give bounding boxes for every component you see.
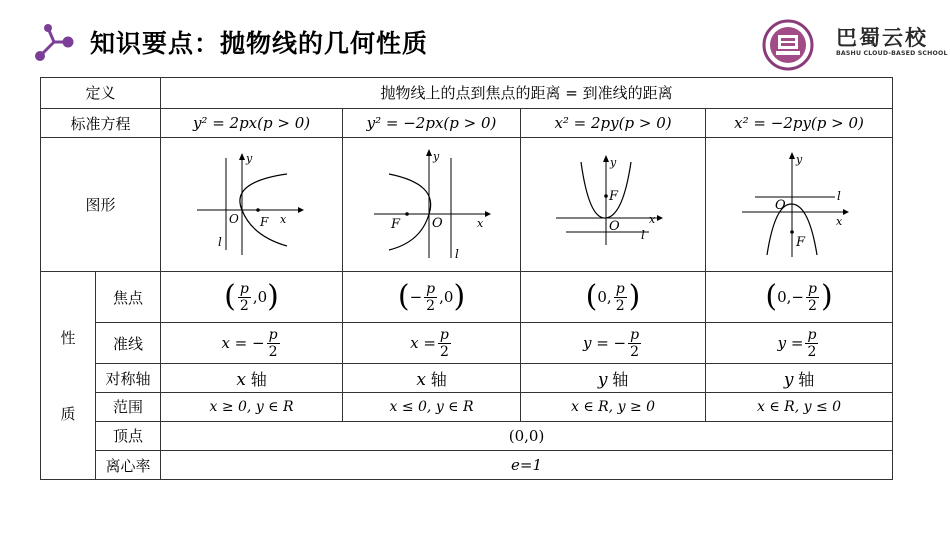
x-axis-label-2: x [477, 216, 484, 230]
parabola-down-graph [737, 147, 862, 262]
focus-value-1: ( $\frac{p}{2}$ , 0 ) [161, 272, 343, 323]
axis-row [41, 364, 893, 393]
x-axis-label: x [279, 212, 286, 226]
directrix-label: l [217, 234, 222, 249]
graph-2 [343, 138, 521, 272]
focus-label-2: F [391, 216, 401, 232]
origin-label: O [228, 211, 239, 226]
vertex-label: 顶点 [96, 421, 161, 451]
parabola-left-graph [369, 146, 494, 264]
focus-label-3: F [608, 188, 618, 204]
definition-row [41, 78, 893, 109]
property-label [41, 272, 96, 480]
graph-row [41, 138, 893, 272]
focus-label: 焦点 [96, 272, 161, 323]
axis-value-3: y 轴 [521, 364, 706, 393]
focus-row [41, 272, 893, 323]
directrix-row [41, 323, 893, 364]
definition-text: 抛物线上的点到焦点的距离 = 到准线的距离 [161, 78, 893, 109]
eccentricity-value: e=1 [161, 451, 893, 480]
focus-label: F [259, 214, 268, 229]
range-value-2: x ≤ 0, y ∈ R [343, 393, 521, 422]
parabola-up-graph [551, 150, 676, 260]
equation-2: y² = −2px(p > 0) [343, 108, 521, 138]
directrix-label-3: l [640, 227, 645, 242]
vertex-value: (0,0) [161, 421, 893, 451]
axis-value-4: y 轴 [706, 364, 893, 393]
y-axis-label: y [245, 151, 252, 165]
focus-label-4: F [795, 235, 805, 251]
axis-value-1: x 轴 [161, 364, 343, 393]
range-label: 范围 [96, 393, 161, 422]
graph-1 [161, 138, 343, 272]
range-row [41, 393, 893, 422]
focus-value-3: ( 0 , $\frac{p}{2}$ ) [521, 272, 706, 323]
equation-label: 标准方程 [41, 108, 161, 138]
equation-1: y² = 2px(p > 0) [161, 108, 343, 138]
graph-label: 图形 [41, 138, 161, 272]
axis-label: 对称轴 [96, 364, 161, 393]
property-label-char-1: 性 [60, 328, 76, 347]
y-axis-label-4: y [795, 153, 802, 167]
property-label-char-2: 质 [60, 404, 76, 423]
range-value-1: x ≥ 0, y ∈ R [161, 393, 343, 422]
vertex-row [41, 421, 893, 451]
range-value-4: x ∈ R, y ≤ 0 [706, 393, 893, 422]
focus-value-4: ( 0 , − $\frac{p}{2}$ ) [706, 272, 893, 323]
origin-label-3: O [608, 218, 620, 234]
focus-value-2: ( − $\frac{p}{2}$ , 0 ) [343, 272, 521, 323]
range-value-3: x ∈ R, y ≥ 0 [521, 393, 706, 422]
y-axis-label-2: y [433, 149, 440, 163]
equation-3: x² = 2py(p > 0) [521, 108, 706, 138]
parabola-properties-table [40, 77, 893, 480]
directrix-value-1: x = − $\frac{p}{2}$ [161, 323, 343, 364]
y-axis-label-3: y [609, 155, 616, 169]
page-title: 知识要点：抛物线的几何性质 [90, 29, 429, 58]
origin-label-2: O [432, 215, 443, 231]
school-name-en: BASHU CLOUD-BASED SCHOOL [836, 50, 948, 57]
parabola-right-graph [192, 150, 312, 260]
equation-4: x² = −2py(p > 0) [706, 108, 893, 138]
axis-value-2: x 轴 [343, 364, 521, 393]
definition-label: 定义 [41, 78, 161, 109]
directrix-value-2: x = $\frac{p}{2}$ [343, 323, 521, 364]
title-bullet-icon [34, 22, 76, 64]
eccentricity-label: 离心率 [96, 451, 161, 480]
school-name-cn: 巴蜀云校 [836, 25, 928, 50]
directrix-label: 准线 [96, 323, 161, 364]
x-axis-label-3: x [648, 212, 655, 226]
directrix-label-4: l [836, 189, 841, 204]
graph-3 [521, 138, 706, 272]
eccentricity-row [41, 451, 893, 480]
directrix-label-2: l [455, 246, 459, 261]
directrix-value-4: y = $\frac{p}{2}$ [706, 323, 893, 364]
equation-row [41, 108, 893, 138]
directrix-value-3: y = − $\frac{p}{2}$ [521, 323, 706, 364]
graph-4 [706, 138, 893, 272]
x-axis-label-4: x [835, 215, 842, 229]
origin-label-4: O [774, 198, 786, 214]
